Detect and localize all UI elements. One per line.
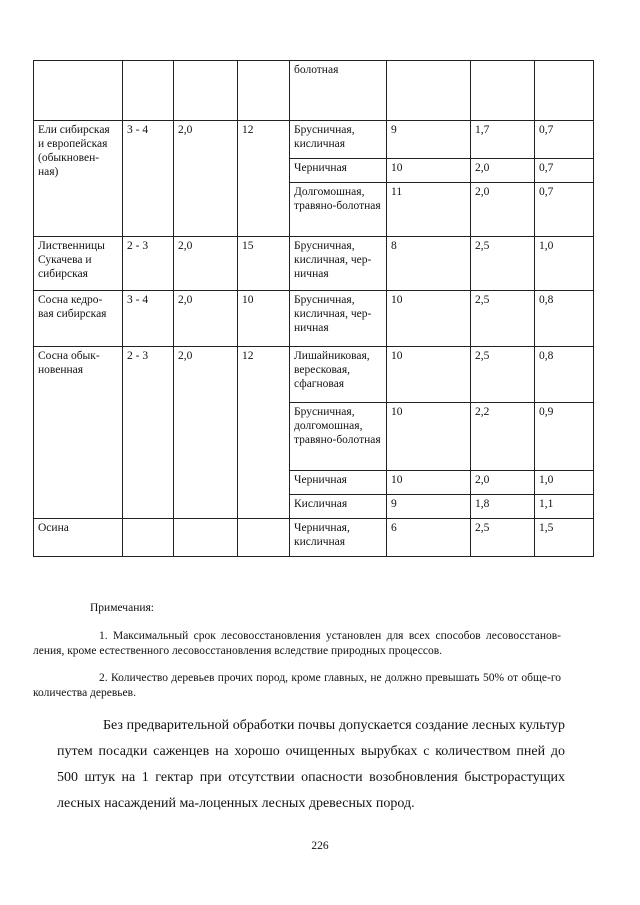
table-row xyxy=(34,347,594,403)
cell-density: 2,0 xyxy=(471,471,535,495)
cell-age: 15 xyxy=(238,237,290,291)
cell-density: 1,7 xyxy=(471,121,535,159)
cell-forest-type: Брусничная, кисличная, чер-ничная xyxy=(290,291,387,347)
cell-years: 10 xyxy=(387,403,471,471)
cell-height: 2,0 xyxy=(174,237,238,291)
cell-class: 2 - 3 xyxy=(123,237,174,291)
cell-ratio: 0,7 xyxy=(535,159,594,183)
page-number: 226 xyxy=(311,840,329,852)
cell-ratio: 1,0 xyxy=(535,471,594,495)
cell-forest-type: Черничная xyxy=(290,159,387,183)
table-row xyxy=(34,291,594,347)
cell-species: Сосна обык-новенная xyxy=(34,347,123,519)
cell-density: 2,5 xyxy=(471,237,535,291)
table-row xyxy=(34,519,594,557)
cell-ratio: 0,8 xyxy=(535,347,594,403)
cell-ratio: 0,9 xyxy=(535,403,594,471)
cell-height: 2,0 xyxy=(174,121,238,237)
table-row xyxy=(34,61,594,121)
cell-ratio xyxy=(535,61,594,121)
cell-class xyxy=(123,61,174,121)
cell-forest-type: Черничная, кисличная xyxy=(290,519,387,557)
cell-density: 2,5 xyxy=(471,519,535,557)
cell-forest-type: Брусничная, кисличная, чер-ничная xyxy=(290,237,387,291)
body-paragraph: Без предварительной обработки почвы допускается создание лесных культур путем посадки саженцев на хорошо очищенных вырубках с количеством пней до 500 штук на 1 гектар при отсутствии опасности возобновления быстрорастущих лесных насаждений ма-лоценных лесных древесных пород. xyxy=(57,718,565,811)
cell-ratio: 0,7 xyxy=(535,183,594,237)
cell-density: 2,5 xyxy=(471,291,535,347)
cell-years: 10 xyxy=(387,471,471,495)
cell-forest-type: Брусничная, долгомошная, травяно-болотная xyxy=(290,403,387,471)
cell-density: 2,0 xyxy=(471,183,535,237)
cell-forest-type: Долгомошная, травяно-болотная xyxy=(290,183,387,237)
cell-years: 6 xyxy=(387,519,471,557)
cell-class: 2 - 3 xyxy=(123,347,174,519)
cell-density: 2,5 xyxy=(471,347,535,403)
cell-species xyxy=(34,61,123,121)
cell-ratio: 1,0 xyxy=(535,237,594,291)
table-row xyxy=(34,121,594,159)
cell-density: 2,2 xyxy=(471,403,535,471)
note-1: 1. Максимальный срок лесовосстановления установлен для всех способов лесовосстанов-ления, кроме естественного лесовосстановления вследствие природных процессов. xyxy=(33,630,561,657)
cell-forest-type: Черничная xyxy=(290,471,387,495)
cell-species: Лиственницы Сукачева и сибирская xyxy=(34,237,123,291)
cell-age xyxy=(238,61,290,121)
cell-density: 2,0 xyxy=(471,159,535,183)
cell-years: 9 xyxy=(387,495,471,519)
cell-ratio: 0,8 xyxy=(535,291,594,347)
reforestation-table xyxy=(33,60,594,557)
cell-forest-type: Лишайниковая, вересковая, сфагновая xyxy=(290,347,387,403)
cell-species: Ели сибирская и европейская (обыкновен-ная) xyxy=(34,121,123,237)
cell-years xyxy=(387,61,471,121)
cell-height xyxy=(174,519,238,557)
cell-years: 10 xyxy=(387,291,471,347)
cell-density xyxy=(471,61,535,121)
cell-years: 10 xyxy=(387,159,471,183)
cell-forest-type: Брусничная, кисличная xyxy=(290,121,387,159)
cell-species: Осина xyxy=(34,519,123,557)
cell-years: 10 xyxy=(387,347,471,403)
cell-forest-type: болотная xyxy=(290,61,387,121)
cell-height: 2,0 xyxy=(174,347,238,519)
table-row xyxy=(34,237,594,291)
cell-ratio: 1,1 xyxy=(535,495,594,519)
notes-header: Примечания: xyxy=(90,602,154,614)
cell-ratio: 0,7 xyxy=(535,121,594,159)
cell-ratio: 1,5 xyxy=(535,519,594,557)
cell-class xyxy=(123,519,174,557)
cell-height xyxy=(174,61,238,121)
cell-age: 10 xyxy=(238,291,290,347)
cell-class: 3 - 4 xyxy=(123,121,174,237)
cell-height: 2,0 xyxy=(174,291,238,347)
cell-years: 11 xyxy=(387,183,471,237)
cell-years: 9 xyxy=(387,121,471,159)
cell-forest-type: Кисличная xyxy=(290,495,387,519)
cell-density: 1,8 xyxy=(471,495,535,519)
cell-age: 12 xyxy=(238,121,290,237)
cell-age xyxy=(238,519,290,557)
cell-species: Сосна кедро-вая сибирская xyxy=(34,291,123,347)
cell-years: 8 xyxy=(387,237,471,291)
cell-age: 12 xyxy=(238,347,290,519)
note-2: 2. Количество деревьев прочих пород, кроме главных, не должно превышать 50% от обще-го количества деревьев. xyxy=(33,672,561,699)
cell-class: 3 - 4 xyxy=(123,291,174,347)
